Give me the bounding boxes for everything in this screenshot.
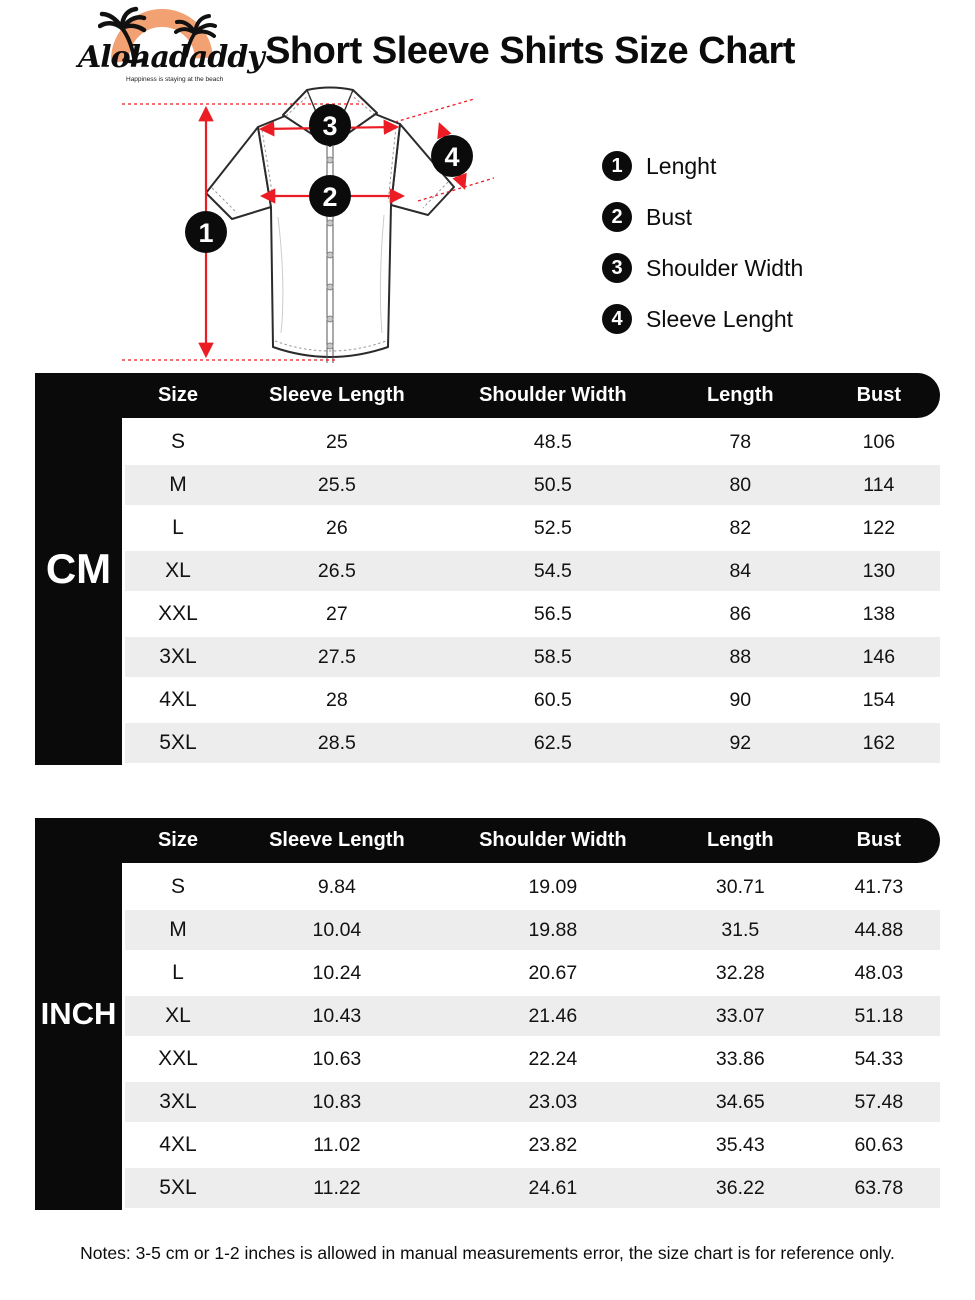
- brand-name: Alohadaddy: [78, 40, 264, 75]
- value-cell: 88: [729, 645, 752, 668]
- size-cell: L: [172, 961, 184, 984]
- table-row: [125, 637, 940, 677]
- legend-item: [602, 150, 803, 182]
- value-cell: 26: [326, 516, 348, 539]
- size-cell: M: [169, 473, 187, 496]
- value-cell: 10.24: [312, 961, 362, 984]
- table-row: [125, 680, 940, 720]
- value-cell: 10.43: [312, 1004, 362, 1027]
- value-cell: 41.73: [854, 875, 904, 898]
- value-cell: 32.28: [715, 961, 765, 984]
- value-cell: 58.5: [533, 645, 572, 668]
- size-cell: 5XL: [159, 731, 197, 754]
- table-body: [125, 863, 940, 1208]
- legend-label: Bust: [646, 203, 693, 230]
- value-cell: 122: [862, 516, 896, 539]
- value-cell: 63.78: [854, 1176, 904, 1199]
- size-cell: 3XL: [159, 645, 197, 668]
- value-cell: 31.5: [721, 918, 760, 941]
- size-cell: S: [170, 875, 185, 898]
- value-cell: 23.82: [528, 1133, 578, 1156]
- column-header: Bust: [856, 384, 902, 406]
- svg-text:2: 2: [322, 182, 338, 212]
- value-cell: 10.63: [312, 1047, 362, 1070]
- value-cell: 52.5: [533, 516, 572, 539]
- legend-item: [602, 303, 803, 335]
- size-cell: XXL: [158, 1047, 198, 1070]
- measurement-legend: [602, 150, 803, 354]
- table-row: [125, 953, 940, 993]
- value-cell: 30.71: [715, 875, 765, 898]
- value-cell: 10.83: [312, 1090, 362, 1113]
- size-cell: XL: [165, 559, 191, 582]
- value-cell: 62.5: [533, 731, 572, 754]
- value-cell: 82: [729, 516, 752, 539]
- notes-text: Notes: 3-5 cm or 1-2 inches is allowed in manual measurements error, the size chart is for reference only.: [80, 1243, 895, 1263]
- unit-band: [35, 818, 122, 1210]
- table-row: [125, 1039, 940, 1079]
- value-cell: 20.67: [528, 961, 578, 984]
- value-cell: 51.18: [854, 1004, 904, 1027]
- value-cell: 80: [729, 473, 752, 496]
- column-header: Shoulder Width: [479, 384, 627, 406]
- value-cell: 10.04: [312, 918, 362, 941]
- value-cell: 114: [863, 473, 895, 496]
- size-cell: M: [169, 918, 187, 941]
- table-row: [125, 996, 940, 1036]
- legend-number-badge: 2: [602, 202, 632, 232]
- value-cell: 86: [729, 602, 752, 625]
- value-cell: 11.22: [313, 1176, 361, 1199]
- legend-item: [602, 252, 803, 284]
- value-cell: 92: [729, 731, 752, 754]
- column-header: Size: [157, 384, 198, 406]
- value-cell: 35.43: [715, 1133, 765, 1156]
- sleeve-top-reference-line: [395, 99, 474, 122]
- value-cell: 27: [326, 602, 348, 625]
- value-cell: 130: [862, 559, 896, 582]
- table-body: [125, 418, 940, 763]
- table-row: [125, 1082, 940, 1122]
- svg-text:4: 4: [444, 142, 460, 172]
- value-cell: 28: [326, 688, 348, 711]
- value-cell: 78: [729, 430, 752, 453]
- value-cell: 57.48: [854, 1090, 904, 1113]
- value-cell: 146: [862, 645, 896, 668]
- value-cell: 9.84: [317, 875, 356, 898]
- shirt-measurement-diagram: [108, 85, 510, 382]
- callout-4: [431, 135, 473, 177]
- value-cell: 50.5: [533, 473, 572, 496]
- brand-tagline: Happiness is staying at the beach: [126, 76, 224, 83]
- legend-label: Lenght: [646, 152, 717, 179]
- value-cell: 28.5: [317, 731, 356, 754]
- brand-logo: [78, 6, 264, 83]
- size-cell: XXL: [158, 602, 198, 625]
- value-cell: 54.5: [533, 559, 572, 582]
- value-cell: 34.65: [715, 1090, 765, 1113]
- value-cell: 33.07: [715, 1004, 765, 1027]
- value-cell: 11.02: [313, 1133, 361, 1156]
- value-cell: 60.63: [854, 1133, 904, 1156]
- value-cell: 25: [326, 430, 348, 453]
- size-cell: XL: [165, 1004, 191, 1027]
- column-header: Length: [706, 829, 774, 851]
- size-cell: 3XL: [159, 1090, 197, 1113]
- column-header: Sleeve Length: [269, 384, 405, 406]
- table-row: [125, 465, 940, 505]
- size-cell: L: [172, 516, 184, 539]
- legend-label: Sleeve Lenght: [646, 305, 794, 332]
- value-cell: 23.03: [528, 1090, 578, 1113]
- size-table: [35, 818, 940, 1210]
- size-table: [35, 373, 940, 765]
- value-cell: 48.5: [533, 430, 572, 453]
- value-cell: 27.5: [317, 645, 356, 668]
- value-cell: 26.5: [317, 559, 356, 582]
- value-cell: 19.09: [528, 875, 578, 898]
- table-row: [125, 508, 940, 548]
- value-cell: 19.88: [528, 918, 578, 941]
- column-header: Length: [706, 384, 774, 406]
- value-cell: 24.61: [528, 1176, 578, 1199]
- legend-label: Shoulder Width: [646, 254, 804, 281]
- value-cell: 138: [862, 602, 896, 625]
- svg-text:1: 1: [198, 218, 214, 248]
- legend-item: [602, 201, 803, 233]
- table-row: [125, 551, 940, 591]
- table-header-row: [35, 818, 940, 863]
- value-cell: 36.22: [715, 1176, 765, 1199]
- legend-number-badge: 3: [602, 253, 632, 283]
- callout-2: [309, 175, 351, 217]
- table-row: [125, 867, 940, 907]
- unit-band: [35, 373, 122, 765]
- unit-label: INCH: [40, 996, 117, 1031]
- value-cell: 54.33: [854, 1047, 904, 1070]
- value-cell: 25.5: [317, 473, 356, 496]
- value-cell: 90: [729, 688, 752, 711]
- table-row: [125, 1168, 940, 1208]
- table-row: [125, 594, 940, 634]
- column-header: Shoulder Width: [479, 829, 627, 851]
- table-row: [125, 1125, 940, 1165]
- column-header: Sleeve Length: [269, 829, 405, 851]
- value-cell: 21.46: [528, 1004, 578, 1027]
- legend-number-badge: 1: [602, 151, 632, 181]
- size-cell: S: [170, 430, 185, 453]
- table-row: [125, 723, 940, 763]
- value-cell: 106: [862, 430, 896, 453]
- svg-text:3: 3: [322, 111, 338, 141]
- table-header-row: [35, 373, 940, 418]
- unit-label: CM: [45, 545, 112, 592]
- value-cell: 60.5: [533, 688, 572, 711]
- size-cell: 4XL: [159, 1133, 197, 1156]
- value-cell: 162: [862, 731, 896, 754]
- page-title: Short Sleeve Shirts Size Chart: [265, 30, 795, 72]
- value-cell: 33.86: [715, 1047, 765, 1070]
- table-row: [125, 910, 940, 950]
- value-cell: 48.03: [854, 961, 904, 984]
- callout-1: [185, 211, 227, 253]
- legend-number-badge: 4: [602, 304, 632, 334]
- size-cell: 4XL: [159, 688, 197, 711]
- size-cell: 5XL: [159, 1176, 197, 1199]
- column-header: Size: [157, 829, 198, 851]
- table-row: [125, 422, 940, 462]
- callout-3: [309, 104, 351, 146]
- column-header: Bust: [856, 829, 902, 851]
- value-cell: 44.88: [854, 918, 904, 941]
- value-cell: 22.24: [528, 1047, 578, 1070]
- value-cell: 84: [729, 559, 752, 582]
- value-cell: 56.5: [533, 602, 572, 625]
- value-cell: 154: [862, 688, 896, 711]
